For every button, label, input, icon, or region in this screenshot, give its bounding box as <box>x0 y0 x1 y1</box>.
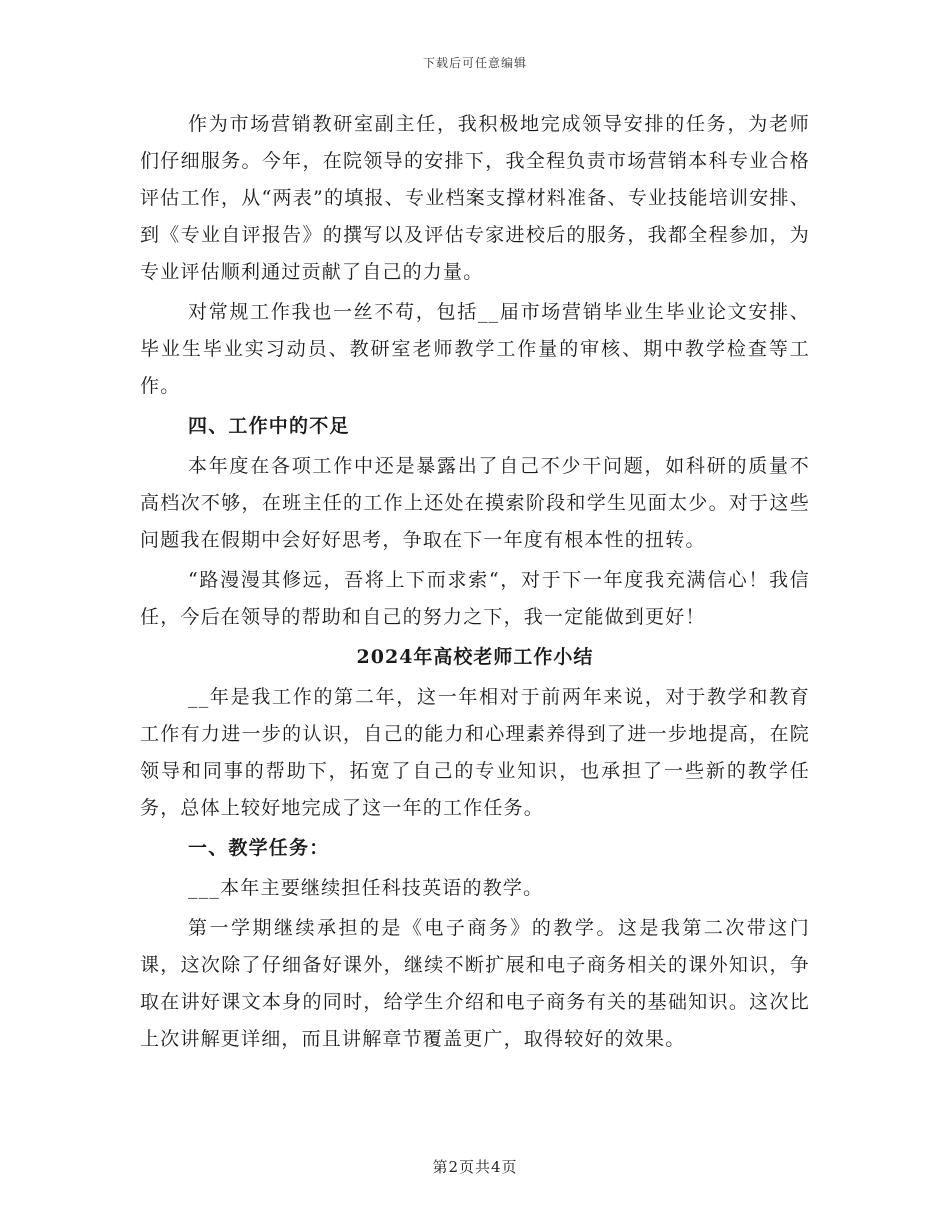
header-note: 下载后可任意编辑 <box>422 56 527 70</box>
paragraph-ecommerce: 第一学期继续承担的是《电子商务》的教学。这是我第二次带这门课，这次除了仔细备好课外，继续不断扩展和电子商务相关的课外知识，争取在讲好课文本身的同时，给学生介绍和电子商务有关的基础知识。这次比上次讲解更详细，而且讲解章节覆盖更广，取得较好的效果。 <box>140 917 810 1050</box>
paragraph-teaching-course: ___本年主要继续担任科技英语的教学。 <box>188 877 544 899</box>
paragraph-routine-work: 对常规工作我也一丝不苟，包括__届市场营销毕业生毕业论文安排、毕业生毕业实习动员、教研室老师教学工作量的审核、期中教学检查等工作。 <box>140 301 810 397</box>
page-number: 第2页共4页 <box>432 1158 518 1176</box>
document-title: 2024年高校老师工作小结 <box>356 646 594 668</box>
section-heading-teaching: 一、教学任务： <box>188 837 330 859</box>
paragraph-shortcomings: 本年度在各项工作中还是暴露出了自己不少干问题，如科研的质量不高档次不够，在班主任的工作上还处在摸索阶段和学生见面太少。对于这些问题我在假期中会好好思考，争取在下一年度有根本性的扭转。 <box>140 455 810 551</box>
document-body <box>140 106 810 1061</box>
paragraph-intro: __年是我工作的第二年，这一年相对于前两年来说，对于教学和教育工作有力进一步的认识，自己的能力和心理素养得到了进一步地提高，在院领导和同事的帮助下，拓宽了自己的专业知识，也承担了一些新的教学任务，总体上较好地完成了这一年的工作任务。 <box>140 686 810 819</box>
paragraph-outlook: “路漫漫其修远，吾将上下而求索“，对于下一年度我充满信心！我信任，今后在领导的帮助和自己的努力之下，我一定能做到更好！ <box>140 569 810 628</box>
paragraph-duties: 作为市场营销教研室副主任，我积极地完成领导安排的任务，为老师们仔细服务。今年，在院领导的安排下，我全程负责市场营销本科专业合格评估工作，从“两表”的填报、专业档案支撑材料准备、专业技能培训安排、到《专业自评报告》的撰写以及评估专家进校后的服务，我都全程参加，为专业评估顺利通过贡献了自己的力量。 <box>140 113 810 283</box>
section-heading-shortcomings: 四、工作中的不足 <box>188 415 350 437</box>
